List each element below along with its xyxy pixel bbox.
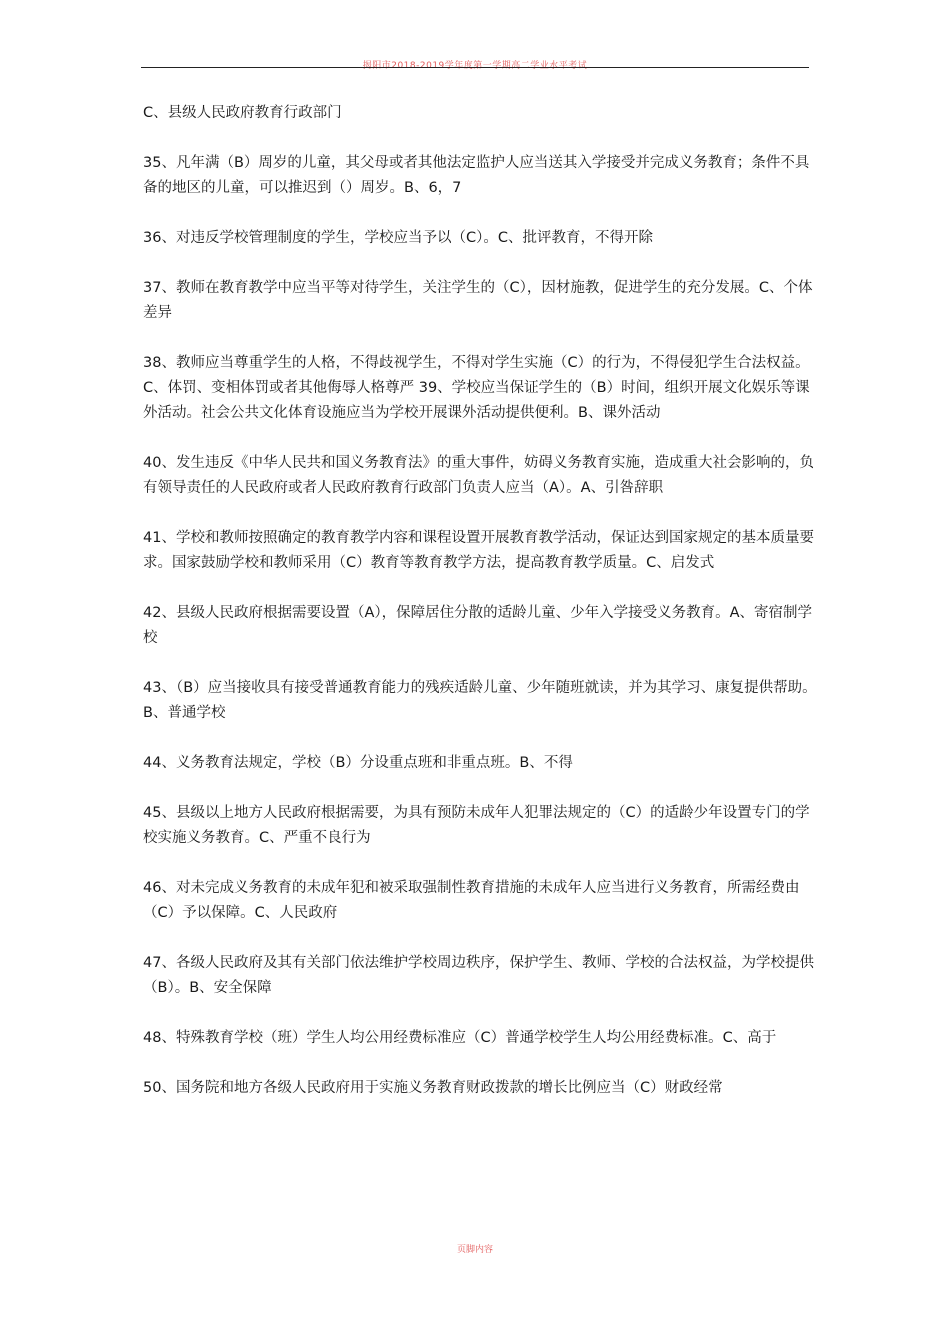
paragraph-c-county-education: C、县级人民政府教育行政部门 (143, 105, 342, 121)
question-35: 35、凡年满（B）周岁的儿童，其父母或者其他法定监护人应当送其入学接受并完成义务教育；条件不具备的地区的儿童，可以推迟到（）周岁。B、6，7 (143, 155, 810, 196)
question-48: 48、特殊教育学校（班）学生人均公用经费标准应（C）普通学校学生人均公用经费标准。C、高于 (143, 1030, 777, 1046)
question-36: 36、对违反学校管理制度的学生，学校应当予以（C）。C、批评教育，不得开除 (143, 230, 653, 246)
question-46: 46、对未完成义务教育的未成年犯和被采取强制性教育措施的未成年人应当进行义务教育，所需经费由（C）予以保障。C、人民政府 (143, 880, 800, 921)
question-38-39: 38、教师应当尊重学生的人格，不得歧视学生，不得对学生实施（C）的行为，不得侵犯学生合法权益。C、体罚、变相体罚或者其他侮辱人格尊严 39、学校应当保证学生的（B）时间，组织开展文化娱乐等课外活动。社会公共文化体育设施应当为学校开展课外活动提供便利。B、课外活动 (143, 355, 810, 421)
document-body (143, 101, 823, 1126)
question-43: 43、（B）应当接收具有接受普通教育能力的残疾适龄儿童、少年随班就读，并为其学习、康复提供帮助。B、普通学校 (143, 680, 817, 721)
page-header-text: 揭阳市2018-2019学年度第一学期高二学业水平考试 (362, 61, 588, 71)
question-47: 47、各级人民政府及其有关部门依法维护学校周边秩序，保护学生、教师、学校的合法权益，为学校提供（B）。B、安全保障 (143, 955, 814, 996)
question-44: 44、义务教育法规定，学校（B）分设重点班和非重点班。B、不得 (143, 755, 573, 771)
header-divider (141, 67, 809, 68)
question-40: 40、发生违反《中华人民共和国义务教育法》的重大事件，妨碍义务教育实施，造成重大社会影响的，负有领导责任的人民政府或者人民政府教育行政部门负责人应当（A）。A、引咎辞职 (143, 455, 814, 496)
page-footer-text: 页脚内容 (456, 1245, 493, 1255)
question-50: 50、国务院和地方各级人民政府用于实施义务教育财政拨款的增长比例应当（C）财政经常 (143, 1080, 723, 1096)
question-41: 41、学校和教师按照确定的教育教学内容和课程设置开展教育教学活动，保证达到国家规定的基本质量要求。国家鼓励学校和教师采用（C）教育等教育教学方法，提高教育教学质量。C、启发式 (143, 530, 814, 571)
question-45: 45、县级以上地方人民政府根据需要，为具有预防未成年人犯罪法规定的（C）的适龄少年设置专门的学校实施义务教育。C、严重不良行为 (143, 805, 810, 846)
question-42: 42、县级人民政府根据需要设置（A），保障居住分散的适龄儿童、少年入学接受义务教育。A、寄宿制学校 (143, 605, 813, 646)
question-37: 37、教师在教育教学中应当平等对待学生，关注学生的（C），因材施教，促进学生的充分发展。C、个体差异 (143, 280, 813, 321)
